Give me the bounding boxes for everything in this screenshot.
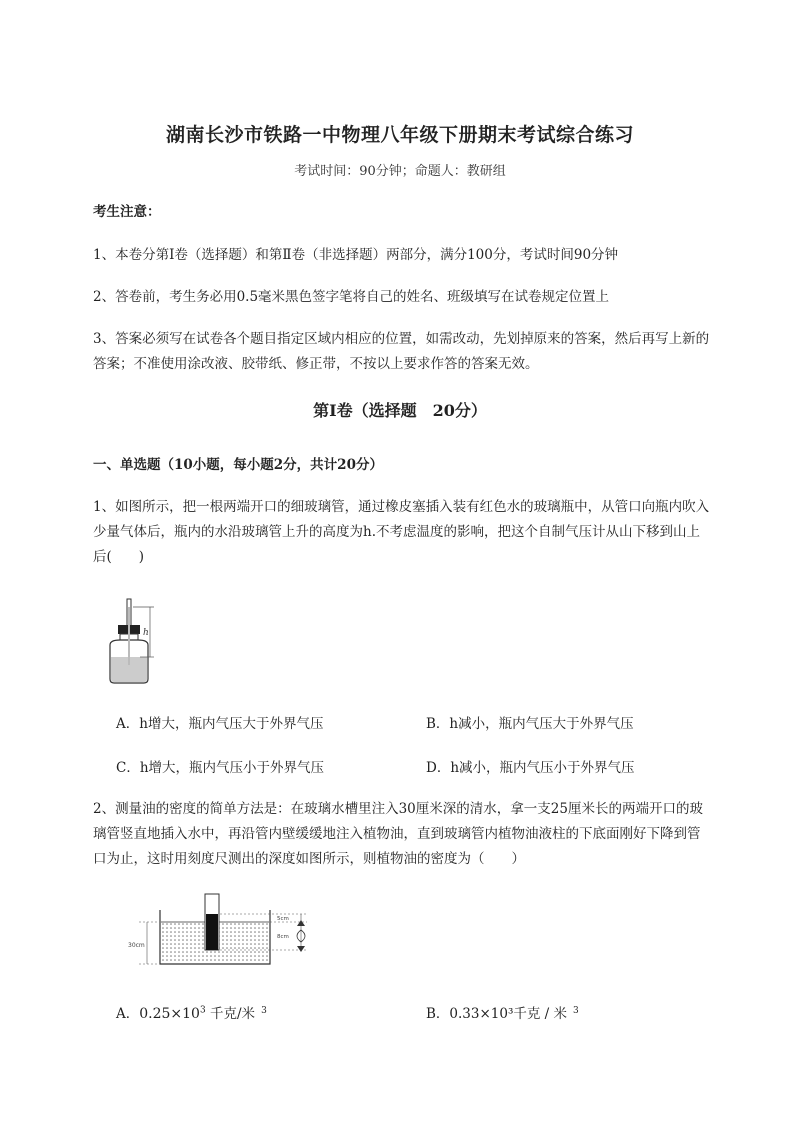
depth-label-right-mid: 8cm <box>277 934 289 940</box>
question-2-stem: 2、测量油的密度的简单方法是：在玻璃水槽里注入30厘米深的清水，拿一支25厘米长的两端开口的玻璃管竖直地插入水中，再沿管内壁缓缓地注入植物油，直到玻璃管内植物油液柱的下底面刚好下降到管口为止，这时用刻度尺测出的深度如图所示，则植物油的密度为（ ） <box>93 801 703 867</box>
q1-option-c: C．h增大，瓶内气压小于外界气压 <box>116 760 325 776</box>
q1-option-d: D．h减小，瓶内气压小于外界气压 <box>426 760 635 776</box>
q2-option-a-unit: 千克/米 <box>210 1006 256 1022</box>
q1-option-b: B．h减小，瓶内气压大于外界气压 <box>426 716 634 732</box>
q2-option-a <box>116 1002 267 1022</box>
exam-subtitle: 考试时间：90分钟；命题人：教研组 <box>294 164 506 179</box>
page-title: 湖南长沙市铁路一中物理八年级下册期末考试综合练习 <box>165 124 634 146</box>
q2-option-b-unit-exp: 3 <box>573 1005 579 1016</box>
notice-item-1: 1、本卷分第I卷（选择题）和第Ⅱ卷（非选择题）两部分，满分100分，考试时间90分钟 <box>93 247 619 263</box>
q2-option-a-prefix: A． <box>116 1006 140 1022</box>
oil-density-figure <box>125 890 325 970</box>
depth-label-left: 30cm <box>128 942 145 949</box>
q2-option-a-unit-exp: 3 <box>261 1005 267 1016</box>
depth-label-right-top: 5cm <box>277 916 289 922</box>
barometer-figure <box>100 595 170 687</box>
notice-item-2: 2、答卷前，考生务必用0.5毫米黑色签字笔将自己的姓名、班级填写在试卷规定位置上 <box>93 289 610 305</box>
part-heading: 一、单选题（10小题，每小题2分，共计20分） <box>93 457 383 473</box>
q2-option-b <box>426 1002 579 1022</box>
q2-option-a-value: 0.25×10 <box>139 1006 200 1022</box>
q1-option-a: A．h增大，瓶内气压大于外界气压 <box>116 716 324 732</box>
h-label: h <box>143 628 149 638</box>
section-title: 第I卷（选择题 20分） <box>313 401 487 420</box>
q2-option-b-value: 0.33×10³千克 / 米 <box>449 1006 568 1022</box>
notice-heading: 考生注意： <box>93 204 161 220</box>
q2-option-b-prefix: B． <box>426 1006 450 1022</box>
q2-option-a-exp: 3 <box>199 1005 206 1016</box>
notice-item-3: 3、答案必须写在试卷各个题目指定区域内相应的位置，如需改动，先划掉原来的答案，然后再写上新的答案；不准使用涂改液、胶带纸、修正带，不按以上要求作答的答案无效。 <box>93 331 710 372</box>
question-1-stem: 1、如图所示，把一根两端开口的细玻璃管，通过橡皮塞插入装有红色水的玻璃瓶中，从管口向瓶内吹入少量气体后，瓶内的水沿玻璃管上升的高度为h.不考虑温度的影响，把这个自制气压计从山下移到山上后( ) <box>93 499 710 565</box>
